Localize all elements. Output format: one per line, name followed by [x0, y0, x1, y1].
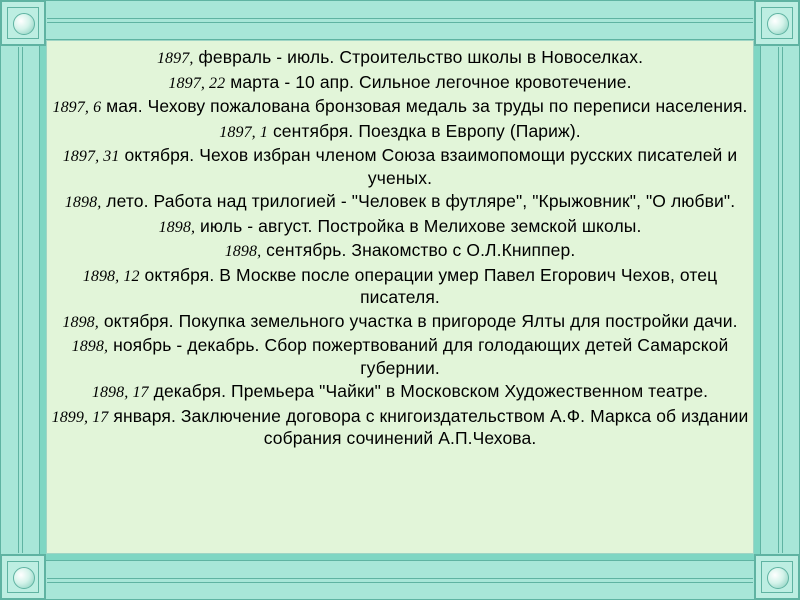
entry-date: 1898, — [71, 338, 109, 355]
timeline-entry — [51, 311, 749, 334]
entry-text: января. Заключение договора с книгоиздательством А.Ф. Маркса об издании собрания сочинений А.П.Чехова. — [108, 405, 749, 448]
frame-top-border — [40, 0, 760, 40]
entry-text: марта - 10 апр. Сильное легочное кровотечение. — [225, 71, 632, 92]
timeline-entry — [51, 335, 749, 379]
corner-knob-icon — [13, 567, 35, 589]
frame-bottom-border — [40, 560, 760, 600]
entry-date: 1898, — [158, 218, 196, 236]
entry-date: 1897, 22 — [168, 74, 226, 92]
timeline-entry — [51, 145, 749, 189]
timeline-entry — [51, 72, 749, 95]
frame-left-border — [0, 40, 40, 560]
corner-ornament-top-left — [0, 0, 46, 46]
entry-text: ноябрь - декабрь. Сбор пожертвований для голодающих детей Самарской губернии. — [108, 335, 729, 378]
timeline-entry — [51, 47, 749, 70]
entry-date: 1898, — [64, 194, 102, 211]
entry-text: лето. Работа над трилогией - "Человек в футляре", "Крыжовник", "О любви". — [101, 191, 736, 211]
entry-date: 1898, — [224, 243, 262, 260]
corner-ornament-bottom-left — [0, 554, 46, 600]
entry-date: 1897, 6 — [52, 99, 102, 116]
entry-text: февраль - июль. Строительство школы в Новоселках. — [193, 47, 644, 67]
entry-date: 1898, 12 — [82, 267, 140, 285]
corner-ornament-bottom-right — [754, 554, 800, 600]
entry-text: октября. В Москве после операции умер Павел Егорович Чехов, отец писателя. — [139, 264, 718, 307]
corner-knob-icon — [13, 13, 35, 35]
entry-text: сентябрь. Знакомство с О.Л.Книппер. — [261, 240, 576, 260]
entry-date: 1897, — [156, 50, 194, 67]
entry-text: мая. Чехову пожалована бронзовая медаль за труды по переписи населения. — [101, 96, 748, 116]
timeline-entry — [51, 406, 749, 450]
slide-content — [46, 40, 754, 554]
entry-text: октября. Чехов избран членом Союза взаимопомощи русских писателей и ученых. — [119, 145, 738, 188]
timeline-entry — [51, 381, 749, 404]
entry-text: октября. Покупка земельного участка в пригороде Ялты для постройки дачи. — [98, 310, 738, 331]
timeline-entry — [51, 191, 749, 214]
frame-right-border — [760, 40, 800, 560]
entry-text: июль - август. Постройка в Мелихове земской школы. — [195, 215, 642, 236]
entry-date: 1898, — [62, 313, 99, 331]
corner-ornament-top-right — [754, 0, 800, 46]
entry-date: 1898, 17 — [91, 384, 149, 401]
timeline-entry — [51, 96, 749, 119]
entry-date: 1897, 1 — [219, 123, 268, 141]
corner-knob-icon — [767, 13, 789, 35]
entry-text: декабря. Премьера "Чайки" в Московском Художественном театре. — [148, 381, 709, 401]
entry-text: сентября. Поездка в Европу (Париж). — [267, 120, 581, 141]
entry-date: 1899, 17 — [51, 408, 109, 426]
timeline-entry — [51, 240, 749, 263]
timeline-entry — [51, 216, 749, 239]
corner-knob-icon — [767, 567, 789, 589]
entry-date: 1897, 31 — [62, 148, 120, 165]
timeline-entry — [51, 121, 749, 144]
timeline-entry — [51, 265, 749, 309]
